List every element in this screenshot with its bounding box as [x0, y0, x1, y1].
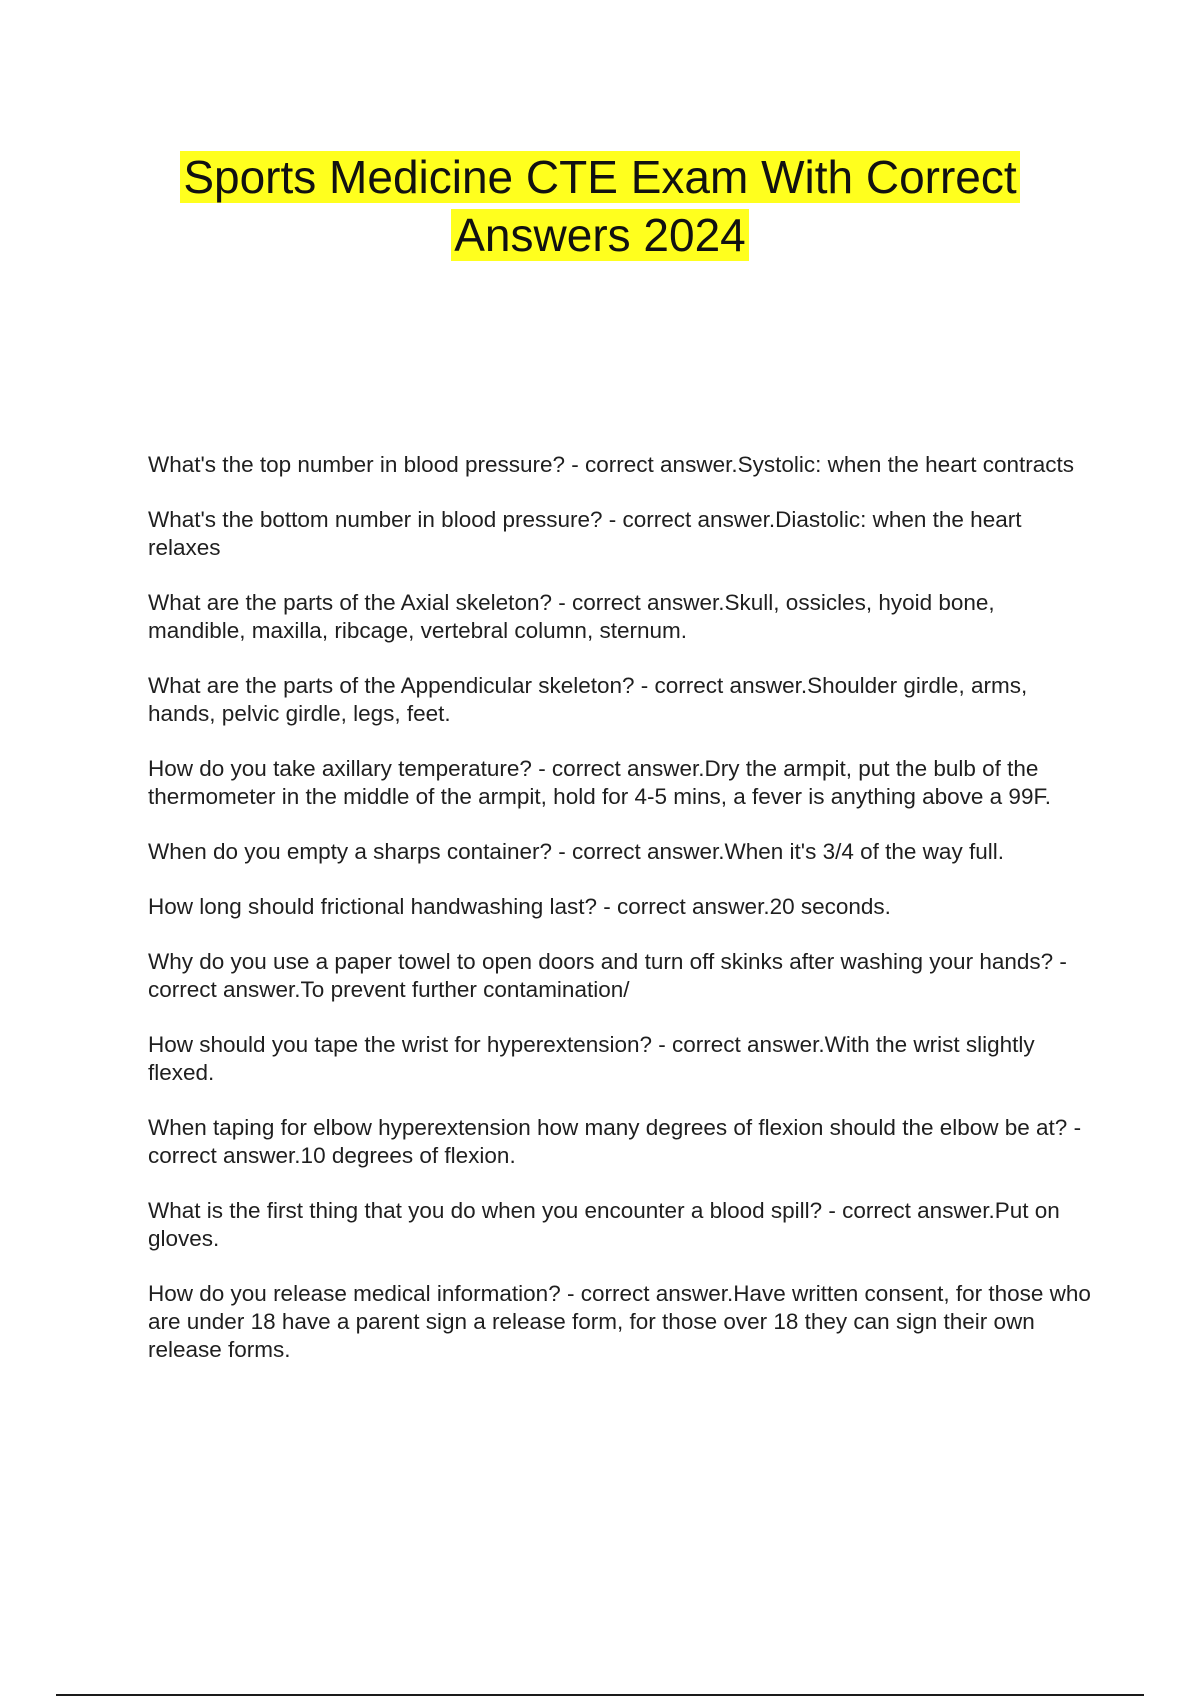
qa-item-1: What's the top number in blood pressure? - correct answer.Systolic: when the heart contracts	[148, 452, 1074, 477]
qa-item-5: How do you take axillary temperature? - correct answer.Dry the armpit, put the bulb of the thermometer in the middle of the armpit, hold for 4-5 mins, a fever is anything above a 99F.	[148, 756, 1051, 809]
qa-item-4: What are the parts of the Appendicular skeleton? - correct answer.Shoulder girdle, arms, hands, pelvic girdle, legs, feet.	[148, 673, 1028, 726]
document-title	[0, 148, 1200, 264]
qa-item-12: How do you release medical information? - correct answer.Have written consent, for those who are under 18 have a parent sign a release form, for those over 18 they can sign their own release forms.	[148, 1281, 1091, 1362]
qa-item-11: What is the first thing that you do when you encounter a blood spill? - correct answer.Put on gloves.	[148, 1198, 1060, 1251]
qa-item-2: What's the bottom number in blood pressure? - correct answer.Diastolic: when the heart relaxes	[148, 507, 1022, 560]
title-line-2	[0, 206, 1200, 264]
qa-item-6: When do you empty a sharps container? - correct answer.When it's 3/4 of the way full.	[148, 839, 1004, 864]
page-bottom-divider	[56, 1694, 1144, 1696]
qa-item-9: How should you tape the wrist for hyperextension? - correct answer.With the wrist slightly flexed.	[148, 1032, 1035, 1085]
title-line-1-highlight: Sports Medicine CTE Exam With Correct	[180, 151, 1019, 203]
qa-item-10: When taping for elbow hyperextension how many degrees of flexion should the elbow be at? - correct answer.10 degrees of flexion.	[148, 1115, 1082, 1168]
title-line-2-highlight: Answers 2024	[451, 209, 749, 261]
qa-list	[148, 451, 1098, 1391]
qa-item-7: How long should frictional handwashing last? - correct answer.20 seconds.	[148, 894, 891, 919]
qa-item-3: What are the parts of the Axial skeleton? - correct answer.Skull, ossicles, hyoid bone, mandible, maxilla, ribcage, vertebral column, sternum.	[148, 590, 995, 643]
title-line-1	[0, 148, 1200, 206]
qa-item-8: Why do you use a paper towel to open doors and turn off skinks after washing your hands? - correct answer.To prevent further contamination/	[148, 949, 1067, 1002]
